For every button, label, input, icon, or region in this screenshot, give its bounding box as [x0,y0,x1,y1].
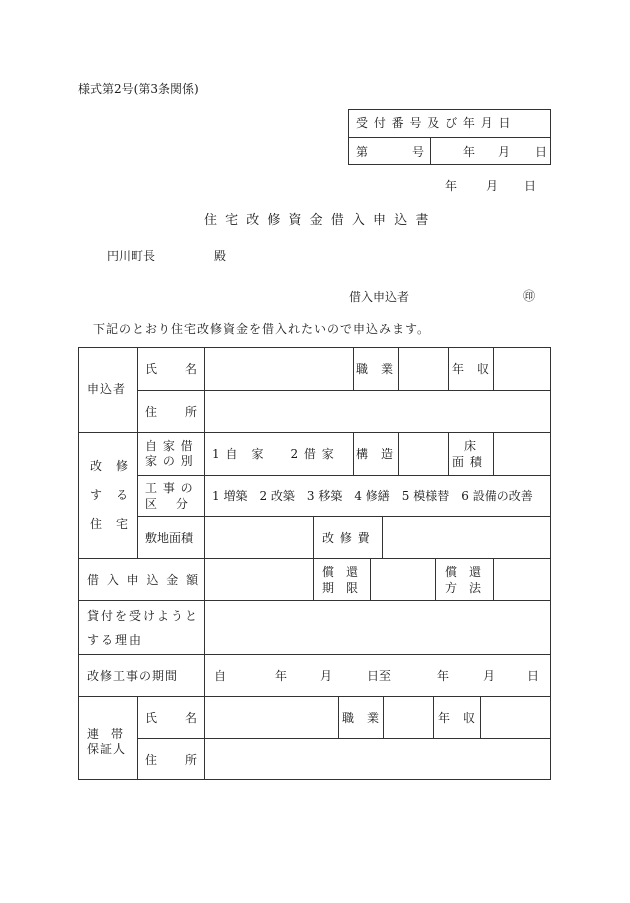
owner-type-label-1: 自 家 借 [145,439,194,453]
address-label-2: 所 [185,405,198,419]
period-year-2: 年 [437,669,450,683]
reason-label-1: 貸付を受けようと [87,609,200,623]
receipt-dai: 第 [356,145,369,159]
guarantor-occupation-label-1: 職 [342,711,355,725]
repay-method-label-1: 償 還 [445,565,482,579]
receipt-header: 受 付 番 号 及 び 年 月 日 [356,116,512,130]
date-day: 日 [524,179,537,193]
period-from: 自 [214,669,227,683]
repair-cost-label: 改 修 費 [322,531,371,545]
house-group-1: 改 [90,459,103,473]
house-group-3: す [90,488,103,502]
name-label-2: 名 [185,362,198,376]
repay-period-label-2: 期 限 [322,581,359,595]
address-label-1: 住 [145,405,158,419]
occupation-label-1: 職 [356,362,369,376]
period-year-1: 年 [275,669,288,683]
reason-label-2: する理由 [87,633,144,647]
period-day-2: 日 [527,669,540,683]
work-class-label-2: 区 分 [145,497,189,511]
date-month: 月 [486,179,499,193]
structure-label-1: 構 [356,447,369,461]
receipt-year: 年 [463,145,476,159]
addressee: 円川町長 [107,249,156,263]
seal-mark: ㊞ [523,289,536,303]
house-group-5: 住 [90,517,103,531]
page-title: 住 宅 改 修 資 金 借 入 申 込 書 [204,213,431,228]
date-year: 年 [445,179,458,193]
form-number: 様式第2号(第3条関係) [78,82,199,96]
work-class-label-1: 工 事 の [145,481,194,495]
work-period-label: 改修工事の期間 [87,669,179,683]
applicant-label: 借入申込者 [349,290,410,304]
guarantor-income-label-1: 年 [438,711,451,725]
period-month-1: 月 [320,669,333,683]
owner-type-label-2: 家 の 別 [145,454,194,468]
applicant-group-label: 申込者 [87,382,127,396]
intro-text: 下記のとおり住宅改修資金を借入れたいので申込みます。 [93,322,431,336]
guarantor-name-label-2: 名 [185,711,198,725]
house-group-2: 修 [116,459,129,473]
name-label-1: 氏 [145,362,158,376]
guarantor-label-2: 保証人 [87,742,127,756]
guarantor-address-label-1: 住 [145,753,158,767]
income-label-2: 収 [477,362,490,376]
repay-period-label-1: 償 還 [322,565,359,579]
guarantor-income-label-2: 収 [463,711,476,725]
loan-amount-label: 借 入 申 込 金 額 [87,573,201,587]
floor-label-1: 床 [464,439,477,453]
house-group-6: 宅 [116,517,129,531]
owner-type-options: 1 自 家 2 借 家 [212,447,335,461]
receipt-month: 月 [498,145,511,159]
floor-label-2: 面 積 [452,455,483,469]
period-month-2: 月 [483,669,496,683]
receipt-go: 号 [412,145,425,159]
receipt-day: 日 [535,145,548,159]
honorific: 殿 [214,249,227,263]
guarantor-name-label-1: 氏 [145,711,158,725]
guarantor-label-1: 連 帯 [87,727,124,741]
guarantor-address-label-2: 所 [185,753,198,767]
guarantor-occupation-label-2: 業 [367,711,380,725]
house-group-4: る [116,488,129,502]
structure-label-2: 造 [381,447,394,461]
income-label-1: 年 [452,362,465,376]
occupation-label-2: 業 [381,362,394,376]
work-class-options: 1 増築 2 改築 3 移築 4 修繕 5 模様替 6 設備の改善 [212,489,533,503]
site-area-label: 敷地面積 [145,531,194,545]
repay-method-label-2: 方 法 [445,581,482,595]
period-day-to: 日至 [367,669,392,683]
